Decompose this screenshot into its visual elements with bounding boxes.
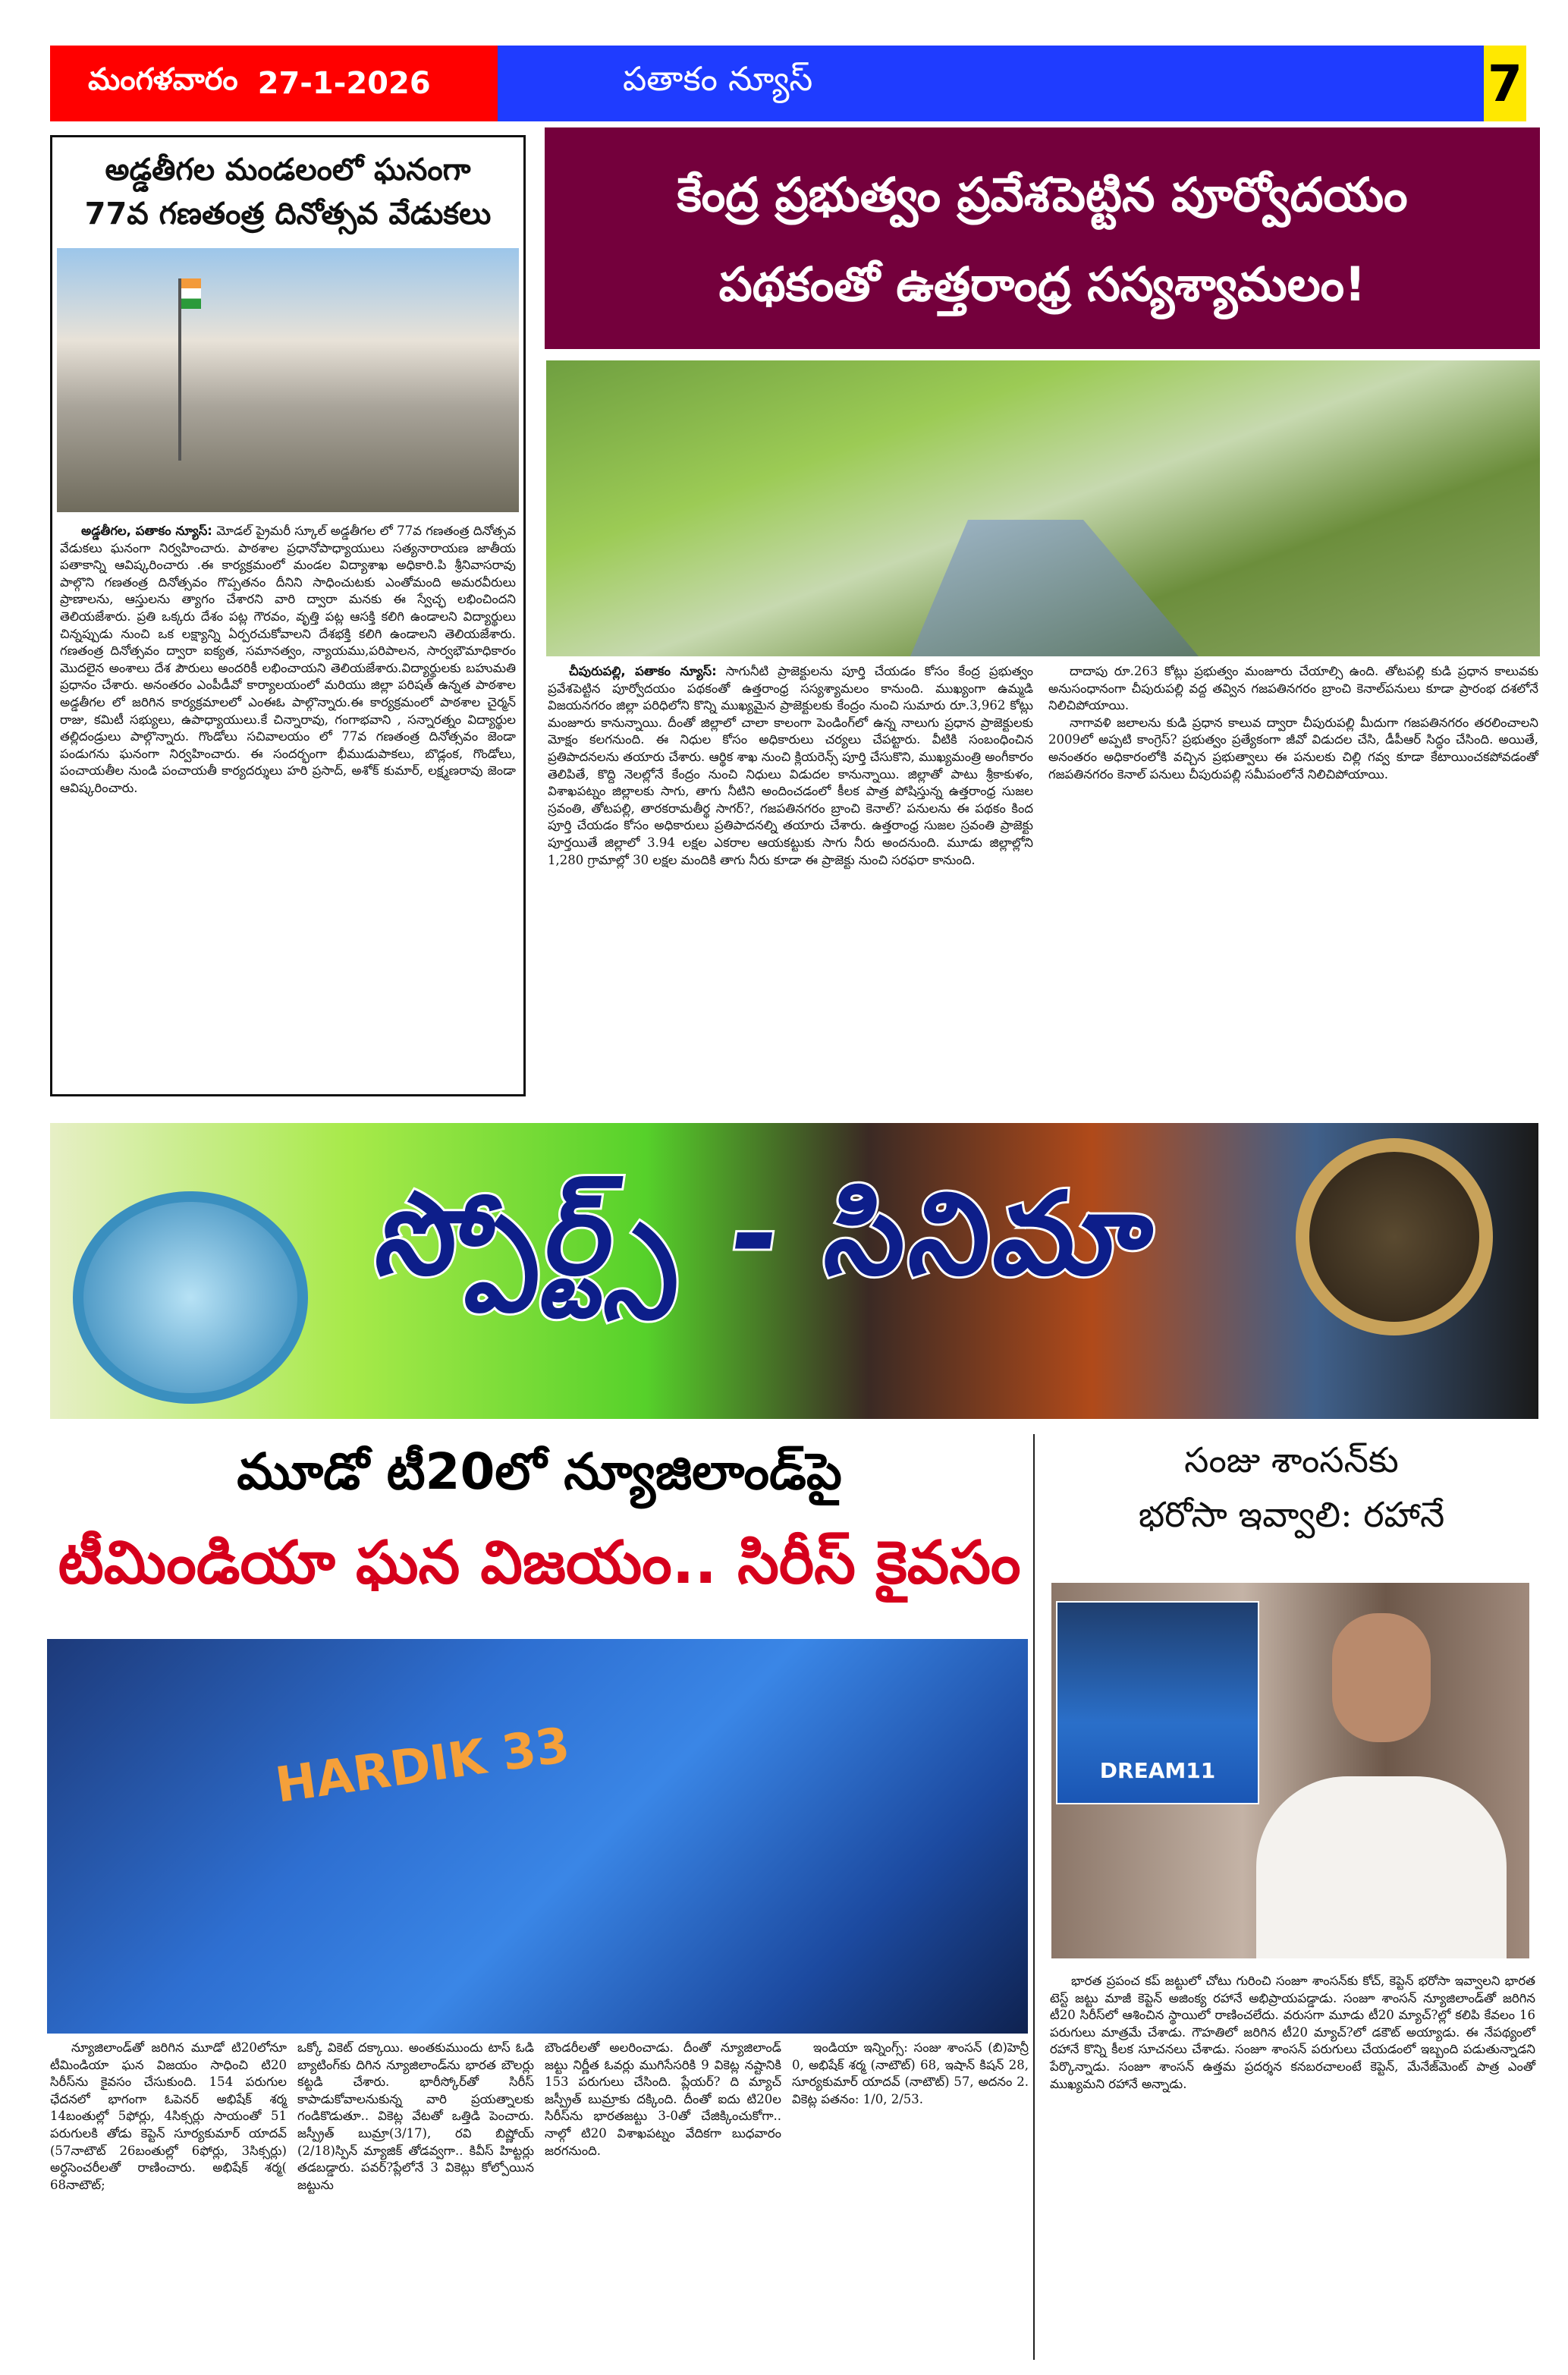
jersey-text: HARDIK 33: [272, 1717, 573, 1814]
date-bar: [50, 46, 498, 121]
main-article-col2: దాదాపు రూ.263 కోట్లు ప్రభుత్వం మంజూరు చేయాల్సి ఉంది. తోటపల్లి కుడి ప్రధాన కాలువకు అనుసంధానంగా చీపురుపల్లి వద్ద తవ్విన గజపతినగరం బ్రాంచి కెనాల్‌పనులు కూడా ప్రారంభ దశలోనే నిలిచిపోయాయి. నాగావళి జలాలను కుడి ప్రధాన కాలువ ద్వారా చీపురుపల్లి మీదుగా గజపతినగరం తరలించాలని 2009లో అప్పటి కాంగ్రెస్? ప్రభుత్వం ప్రత్యేకంగా జీవో విడుదల చేసి, డీపీఆర్ సిద్ధం చేసింది. అయితే, అనంతరం అధికారంలోకి వచ్చిన ప్రభుత్వాలు ఈ పనులకు చిల్లి గవ్వ కూడా కేటాయించకపోవడంతో గజపతినగరం కెనాల్ పనులు చీపురుపల్లి సమీపంలోనే నిలిచిపోయాయి.: [1048, 664, 1538, 782]
flag-hoisting-photo: [57, 248, 519, 512]
page-number: 7: [1484, 46, 1526, 121]
article-body: అడ్డతీగల, పతాకం న్యూస్: మోడల్ ప్రైమరీ స్కూల్ అడ్డతీగల లో 77వ గణతంత్ర దినోత్సవ వేడుకలు ఘనంగా నిర్వహించారు. పాఠశాల ప్రధానోపాధ్యాయులు సత్యనారాయణ జాతీయ పతాకాన్ని ఆవిష్కరించారు .ఈ కార్యక్రమంలో మండల విద్యాశాఖ అధికారి.పి శ్రీనివాసరావు పాల్గొని గణతంత్ర దినోత్సవం గొప్పతనం దీనిని సాధించుటకు ఎంతోమంది అమరవీరులు ప్రాణాలను, ఆస్తులను త్యాగం చేశారని వారి ద్వారా మనకు ఈ స్వేచ్ఛ లభించిందని తెలియజేశారు. ప్రతి ఒక్కరు దేశం పట్ల గౌరవం, వృత్తి పట్ల ఆసక్తి కలిగి ఉండాలని విద్యార్థులు చిన్నప్పుడు నుంచి ఒక లక్ష్యాన్ని ఏర్పరచుకోవాలని దేశభక్తి కలిగి ఉండాలని తెలియజేశారు. గణతంత్ర దినోత్సవం ద్వారా ఐక్యత, సమానత్వం, న్యాయము,పరిపాలన, సార్వభౌమాధికారం మొదలైన అంశాలు దేశ పౌరులు అందరికీ లభించాయని తెలియజేశారు.విద్యార్థులకు బహుమతి ప్రధానం చేశారు. అనంతరం ఎంపీడీవో కార్యాలయంలో మరియు జిల్లా పరిషత్ ఉన్నత పాఠశాల అడ్డతీగల లో జరిగిన కార్యక్రమాలలో ఎంఈఓ పాల్గొన్నారు.ఈ కార్యక్రమంలో పాఠశాల చైర్మన్ రాజు, కమిటీ సభ్యులు, ఉపాధ్యాయులు.కే చిన్నారావు, గంగాభవాని , సన్నారత్నం విద్యార్థుల తల్లిదండ్రులు పాల్గొన్నారు. గొండోలు సచివాలయం లో 77వ గణతంత్ర దినోత్సవం జెండా పండుగను ఘనంగా నిర్వహించారు. ఈ సందర్భంగా భీముడుపాకలు, బొడ్లంక, గొండోలు, పంచాయతీల నుండి పంచాయతీ కార్యదర్శులు హరి ప్రసాద్, అశోక్ కుమార్, లక్ష్మణరావు జెండా ఆవిష్కరించారు.: [60, 524, 517, 795]
sponsor-text: DREAM11: [1099, 1758, 1216, 1783]
samson-inset-photo: [1056, 1601, 1259, 1804]
rahane-photo: [1051, 1583, 1529, 1958]
samson-headline: సంజు శాంసన్‌కు భరోసా ఇవ్వాలి: రహానే: [1138, 1439, 1445, 1535]
film-reel-icon: [1296, 1138, 1493, 1335]
sports-headline-line1: మూడో టీ20లో న్యూజిలాండ్‌పై: [237, 1442, 842, 1501]
sports-headline-line2: టీమిండియా ఘన విజయం.. సిరీస్ కైవసం: [58, 1529, 1021, 1597]
paper-name: పతాకం న్యూస్: [623, 60, 813, 99]
date: 27-1-2026: [257, 66, 431, 101]
samson-article-body: భారత ప్రపంచ కప్ జట్టులో చోటు గురించి సంజూ శాంసన్‌కు కోచ్, కెప్టెన్ భరోసా ఇవ్వాలని భారత టెస్ట్ జట్టు మాజీ కెప్టెన్ అజింక్య రహానే అభిప్రాయపడ్డాడు. సంజూ శాంసన్ న్యూజిలాండ్‌తో జరిగిన టీ20 సిరీస్‌లో ఆశించిన స్థాయిలో రాణించలేదు. వరుసగా మూడు టీ20 మ్యాచ్?ల్లో కలిపి కేవలం 16 పరుగులు మాత్రమే చేశాడు. గౌహతిలో జరిగిన టీ20 మ్యాచ్?లో డకౌట్ అయ్యాడు. ఈ నేపథ్యంలో రహానే కొన్ని కీలక సూచనలు చేశాడు. సంజూ శాంసన్ పరుగులు చేయడంలో ఇబ్బంది పడుతున్నాడని పేర్కొన్నాడు. సంజూ శాంసన్ ఉత్తమ ప్రదర్శన కనబరచాలంటే కెప్టెన్, మేనేజ్‌మెంట్ పాత్ర ఎంతో ముఖ్యమని రహానే అన్నాడు.: [1050, 1974, 1535, 2091]
article-republic-day: [50, 135, 526, 1096]
main-article-col1: చీపురుపల్లి, పతాకం న్యూస్: సాగునీటి ప్రాజెక్టులను పూర్తి చేయడం కోసం కేంద్ర ప్రభుత్వం ప్రవేశపెట్టిన పూర్వోదయం పథకంతో ఉత్తరాంధ్ర సస్యశ్యామలం కానుంది. ముఖ్యంగా ఉమ్మడి విజయనగరం జిల్లా పరిధిలోని కొన్ని ముఖ్యమైన ప్రాజెక్టులకు కేంద్రం నుంచి సుమారు రూ.3,962 కోట్లు మంజూరు కానున్నాయి. దీంతో జిల్లాలో చాలా కాలంగా పెండింగ్‌లో ఉన్న నాలుగు ప్రధాన ప్రాజెక్టులకు మోక్షం కలగనుంది. ఈ నిధుల కోసం అధికారులు చర్యలు చేపట్టారు. వీటికి సంబంధించిన ప్రతిపాదనలను తయారు చేశారు. ఆర్థిక శాఖ నుంచి క్లియరెన్స్ పూర్తి చేసుకొని, ముఖ్యమంత్రి అంగీకారం తెలిపితే, కొద్ది నెలల్లోనే కేంద్రం నుంచి నిధులు విడుదల కానున్నాయి. జిల్లాతో పాటు శ్రీకాకుళం, విశాఖపట్నం జిల్లాలకు సాగు, తాగు నీటిని అందించడంలో కీలక పాత్ర పోషిస్తున్న ఉత్తరాంధ్ర సుజల స్రవంతి, తోటపల్లి, తారకరామతీర్థ సాగర్?, గజపతినగరం బ్రాంచి కెనాల్? పనులను ఈ పథకం కింద పూర్తి చేయడం కోసం అధికారులు ప్రతిపాదనల్ని తయారు చేశారు. ఉత్తరాంధ్ర సుజల స్రవంతి ప్రాజెక్టు పూర్తయితే జిల్లాలో 3.94 లక్షల ఎకరాల ఆయకట్టుకు సాగు నీరు అందనుంది. మూడు జిల్లాల్లోని 1,280 గ్రామాల్లో 30 లక్షల మందికి తాగు నీరు కూడా ఈ ప్రాజెక్టు నుంచి సరఫరా కానుంది.: [548, 664, 1033, 867]
sports-cinema-banner: [50, 1123, 1538, 1419]
masthead: [498, 46, 1484, 121]
canal-photo: [546, 360, 1540, 656]
weekday: మంగళవారం: [88, 62, 238, 97]
team-india-celebration-photo: [47, 1639, 1028, 2034]
main-headline: కేంద్ర ప్రభుత్వం ప్రవేశపెట్టిన పూర్వోదయం పథకంతో ఉత్తరాంధ్ర సస్యశ్యామలం!: [545, 127, 1540, 349]
article-headline: అడ్డతీగల మండలంలో ఘనంగా 77వ గణతంత్ర దినోత్సవ వేడుకలు: [84, 153, 492, 231]
sports-article-body: న్యూజిలాండ్‌తో జరిగిన మూడో టి20లోనూ టీమిండియా ఘన విజయం సాధించి టి20 సిరీస్‌ను కైవసం చేసుకుంది. 154 పరుగుల ఛేదనలో భాగంగా ఓపెనర్ అభిషేక్ శర్మ 14బంతుల్లో 5ఫోర్లు, 4సిక్సర్లు సాయంతో 51 పరుగులకి తోడు కెప్టెన్ సూర్యకుమార్ యాదవ్ (57నాటౌట్ 26బంతుల్లో 6ఫోర్లు, 3సిక్సర్లు) అర్ధసెంచరీలతో రాణించారు. అభిషేక్ శర్మ( 68నాటౌట్; ఒక్కో వికెట్ దక్కాయి. అంతకుముందు టాస్ ఓడి బ్యాటింగ్‌కు దిగిన న్యూజిలాండ్‌ను భారత బౌలర్లు కట్టడి చేశారు. భారీస్కోర్‌తో సిరీస్ కాపాడుకోవాలనుకున్న వారి ప్రయత్నాలకు గండికొడుతూ.. వికెట్ల వేటతో ఒత్తిడి పెంచారు. జస్ప్రీత్ బుమ్రా(3/17), రవి బిష్ణోయ్ (2/18)స్పిన్ మ్యాజిక్ తోడవ్వగా.. కివీస్ హిట్టర్లు తడబడ్డారు. పవర్?ప్లేలోనే 3 వికెట్లు కోల్పోయిన జట్టును బౌండరీలతో అలరించాడు. దీంతో న్యూజిలాండ్ జట్టు నిర్ణీత ఓవర్లు ముగిసేసరికి 9 వికెట్ల నష్టానికి 153 పరుగులు చేసింది. ప్లేయర్? ది మ్యాచ్ జస్ప్రీత్ బుమ్రాకు దక్కింది. దీంతో ఐదు టి20ల సిరీస్‌ను భారతజట్టు 3-0తో చేజిక్కించుకోగా.. నాల్గో టి20 విశాఖపట్నం వేదికగా బుధవారం జరగనుంది. ఇండియా ఇన్నింగ్స్: సంజు శాంసన్ (బి)హెన్రీ 0, అభిషేక్ శర్మ (నాటౌట్) 68, ఇషాన్ కిషన్ 28, సూర్యకుమార్ యాదవ్ (నాటౌట్) 57, అదనం 2. వికెట్ల పతనం: 1/0, 2/53.: [50, 2040, 1029, 2192]
cricket-logo: [73, 1191, 308, 1404]
banner-title: స్పోర్ట్స్ - సినిమా: [369, 1169, 1167, 1301]
column-divider: [1033, 1434, 1035, 2360]
